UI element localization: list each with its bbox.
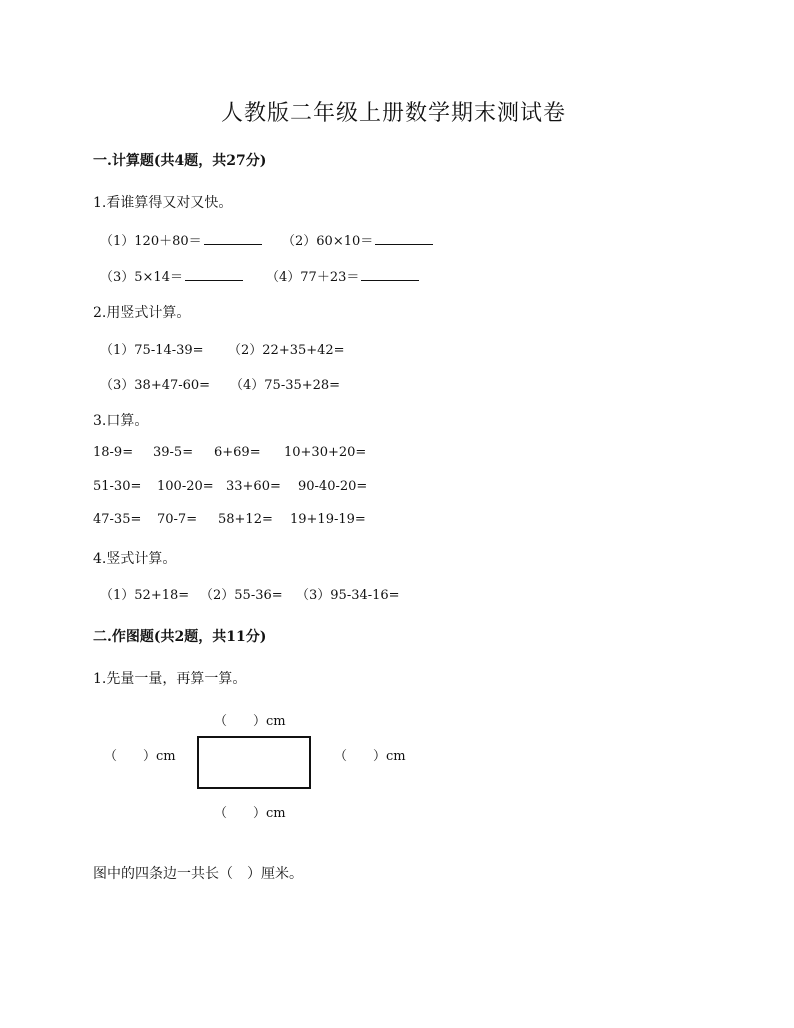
q1-item-1 [100,230,262,249]
question-1-prompt: 1.看谁算得又对又快。 [93,195,233,211]
q1-item-2-text: （2）60×10＝ [282,234,374,249]
answer-blank[interactable] [375,232,433,245]
answer-blank[interactable] [185,268,243,281]
q1-item-3 [100,266,243,285]
section-2-heading: 二.作图题(共2题，共11分) [93,629,267,645]
rectangle-right-label: （ ）cm [334,749,406,764]
measurement-rectangle [197,736,311,789]
section-1-heading: 一.计算题(共4题，共27分) [93,153,267,169]
q2-item-2: （2）22+35+42= [228,343,345,358]
q1-item-4-text: （4）77＋23＝ [266,270,360,285]
question-4-prompt: 4.竖式计算。 [93,551,177,567]
rectangle-left-label: （ ）cm [104,749,176,764]
q2-item-3: （3）38+47-60= [100,378,211,393]
q1-item-2 [282,230,433,249]
q3-cell: 51-30= [93,479,142,494]
q3-cell: 10+30+20= [284,445,367,460]
answer-blank[interactable] [204,232,262,245]
q3-cell: 47-35= [93,512,142,527]
q3-cell: 70-7= [157,512,198,527]
q1-item-3-text: （3）5×14＝ [100,270,183,285]
q3-cell: 100-20= [157,479,214,494]
q1-item-4 [266,266,419,285]
q2-item-1: （1）75-14-39= [100,343,204,358]
q3-cell: 19+19-19= [290,512,366,527]
question-3-prompt: 3.口算。 [93,413,149,429]
q1-item-1-text: （1）120＋80＝ [100,234,202,249]
rectangle-bottom-label: （ ）cm [214,806,286,821]
drawing-question-prompt: 1.先量一量，再算一算。 [93,671,247,687]
q3-cell: 6+69= [214,445,261,460]
q2-item-4: （4）75-35+28= [230,378,341,393]
rectangle-top-label: （ ）cm [214,714,286,729]
q3-cell: 33+60= [226,479,281,494]
perimeter-conclusion: 图中的四条边一共长（ ）厘米。 [93,866,303,882]
q3-cell: 90-40-20= [298,479,368,494]
answer-blank[interactable] [361,268,419,281]
q3-cell: 58+12= [218,512,273,527]
q3-cell: 39-5= [153,445,194,460]
page-title: 人教版二年级上册数学期末测试卷 [221,101,567,126]
q4-item-1: （1）52+18= [100,588,190,603]
question-2-prompt: 2.用竖式计算。 [93,305,191,321]
q3-cell: 18-9= [93,445,134,460]
q4-item-2: （2）55-36= [200,588,283,603]
q4-item-3: （3）95-34-16= [296,588,400,603]
